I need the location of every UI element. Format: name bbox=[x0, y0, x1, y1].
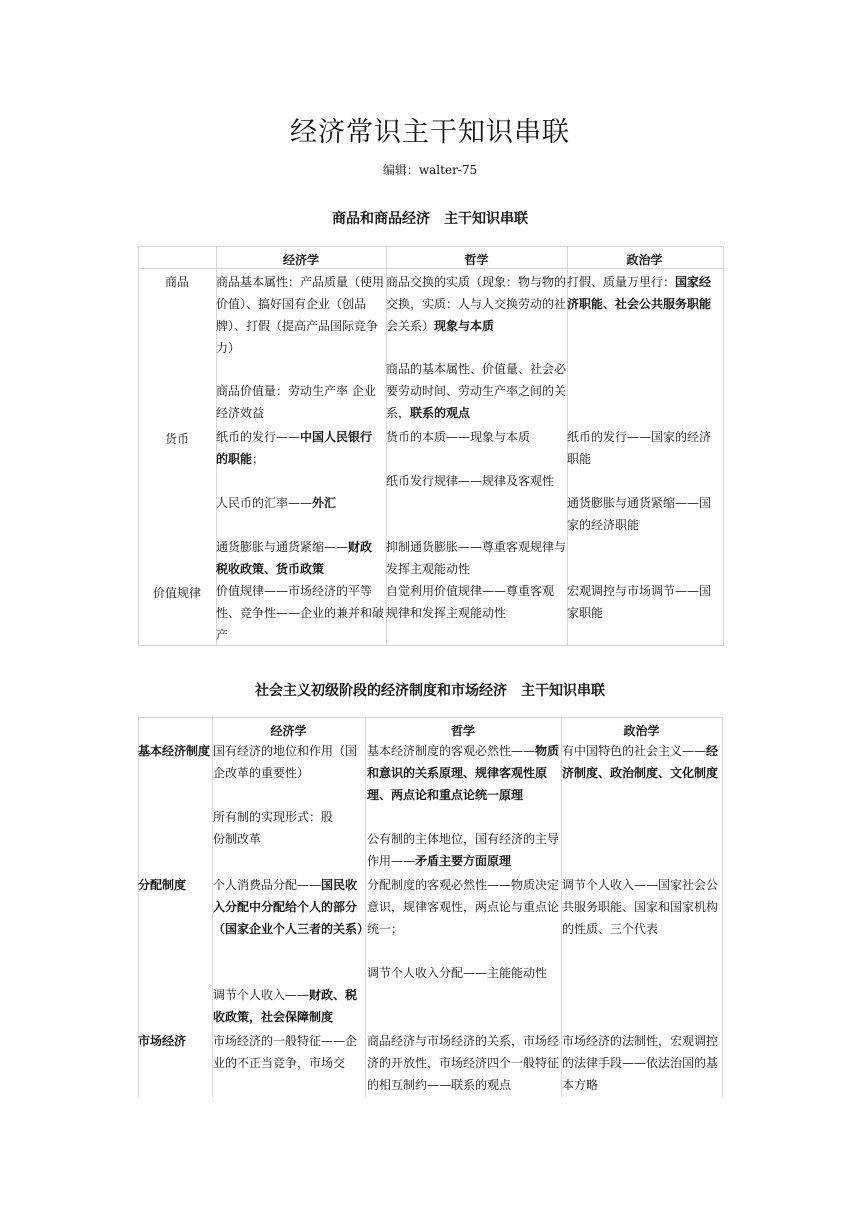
section-heading-commodity: 商品和商品经济 主干知识串联 bbox=[332, 211, 528, 227]
cell-distribution-economics-2: 调节个人收入——财政、税收政策，社会保障制度 bbox=[213, 988, 358, 1024]
cell-value-law-philosophy: 自觉利用价值规律——尊重客观规律和发挥主观能动性 bbox=[386, 584, 555, 620]
cell-market-philosophy: 商品经济与市场经济的关系，市场经济的开放性，市场经济四个一般特征的相互制约——联系的观点 bbox=[367, 1034, 560, 1092]
column-header-philosophy: 哲学 bbox=[464, 253, 489, 267]
cell-currency-philosophy-2: 纸币发行规律——规律及客观性 bbox=[386, 474, 555, 488]
cell-basic-economics-1: 国有经济的地位和作用（国企改革的重要性） bbox=[213, 744, 358, 780]
document-title: 经济常识主干知识串联 bbox=[290, 117, 570, 148]
cell-distribution-politics: 调节个人收入——国家社会公共服务职能、国家和国家机构的性质、三个代表 bbox=[562, 878, 719, 936]
row-label-commodity: 商品 bbox=[164, 275, 189, 289]
document-editor: 编辑：walter-75 bbox=[382, 163, 478, 177]
row-label-currency: 货币 bbox=[164, 432, 189, 446]
cell-basic-philosophy-1: 基本经济制度的客观必然性——物质和意识的关系原理、规律客观性原理、两点论和重点论统一原理 bbox=[367, 744, 560, 802]
cell-currency-philosophy-1: 货币的本质——现象与本质 bbox=[386, 430, 531, 444]
section-heading-socialism: 社会主义初级阶段的经济制度和市场经济 主干知识串联 bbox=[255, 683, 605, 699]
cell-commodity-politics: 打假、质量万里行：国家经济职能、社会公共服务职能 bbox=[567, 275, 712, 311]
cell-commodity-economics: 商品基本属性：产品质量（使用价值）、搞好国有企业（创品牌）、打假（提高产品国际竞争力） bbox=[216, 275, 385, 355]
column-header-politics-2: 政治学 bbox=[623, 724, 660, 738]
cell-currency-economics-1: 纸币的发行——中国人民银行的职能； bbox=[216, 430, 373, 466]
row-label-market-economy: 市场经济 bbox=[138, 1034, 187, 1048]
cell-basic-philosophy-2: 公有制的主体地位，国有经济的主导作用——矛盾主要方面原理 bbox=[367, 832, 560, 868]
cell-market-politics: 市场经济的法制性，宏观调控的法律手段——依法治国的基本方略 bbox=[562, 1034, 719, 1092]
row-label-distribution: 分配制度 bbox=[138, 878, 187, 892]
cell-value-law-politics: 宏观调控与市场调节——国家职能 bbox=[567, 584, 712, 620]
cell-basic-economics-2: 所有制的实现形式：股份制改革 bbox=[213, 810, 334, 846]
cell-value-law-economics: 价值规律——市场经济的平等性、竞争性——企业的兼并和破产 bbox=[216, 584, 385, 642]
cell-currency-politics-1: 纸币的发行——国家的经济职能 bbox=[567, 430, 712, 466]
cell-currency-politics-2: 通货膨胀与通货紧缩——国家的经济职能 bbox=[567, 496, 712, 532]
column-header-economics-2: 经济学 bbox=[270, 724, 307, 738]
cell-market-economics: 市场经济的一般特征——企业的不正当竞争，市场交 bbox=[213, 1034, 358, 1070]
cell-basic-politics: 有中国特色的社会主义——经济制度、政治制度、文化制度 bbox=[562, 744, 719, 780]
column-header-philosophy-2: 哲学 bbox=[450, 724, 475, 738]
row-label-basic-system: 基本经济制度 bbox=[138, 744, 211, 758]
cell-commodity-economics-value: 商品价值量：劳动生产率 企业经济效益 bbox=[216, 384, 376, 420]
column-header-politics: 政治学 bbox=[626, 253, 663, 267]
cell-commodity-philosophy: 商品交换的实质（现象：物与物的交换，实质：人与人交换劳动的社会关系）现象与本质 bbox=[386, 275, 567, 333]
cell-commodity-philosophy-value: 商品的基本属性、价值量、社会必要劳动时间、劳动生产率之间的关系，联系的观点 bbox=[386, 362, 567, 420]
cell-distribution-philosophy-1: 分配制度的客观必然性——物质决定意识，规律客观性，两点论与重点论统一； bbox=[367, 878, 560, 936]
cell-currency-philosophy-3: 抑制通货膨胀——尊重客观规律与发挥主观能动性 bbox=[386, 540, 567, 576]
cell-currency-economics-3: 通货膨胀与通货紧缩——财政税收政策、货币政策 bbox=[216, 540, 373, 576]
cell-distribution-philosophy-2: 调节个人收入分配——主能能动性 bbox=[367, 966, 548, 980]
column-header-economics: 经济学 bbox=[282, 253, 319, 267]
cell-distribution-economics-1: 个人消费品分配——国民收入分配中分配给个人的部分（国家企业个人三者的关系） bbox=[213, 878, 370, 936]
cell-currency-economics-2: 人民币的汇率——外汇 bbox=[216, 496, 337, 510]
row-label-value-law: 价值规律 bbox=[152, 586, 201, 600]
